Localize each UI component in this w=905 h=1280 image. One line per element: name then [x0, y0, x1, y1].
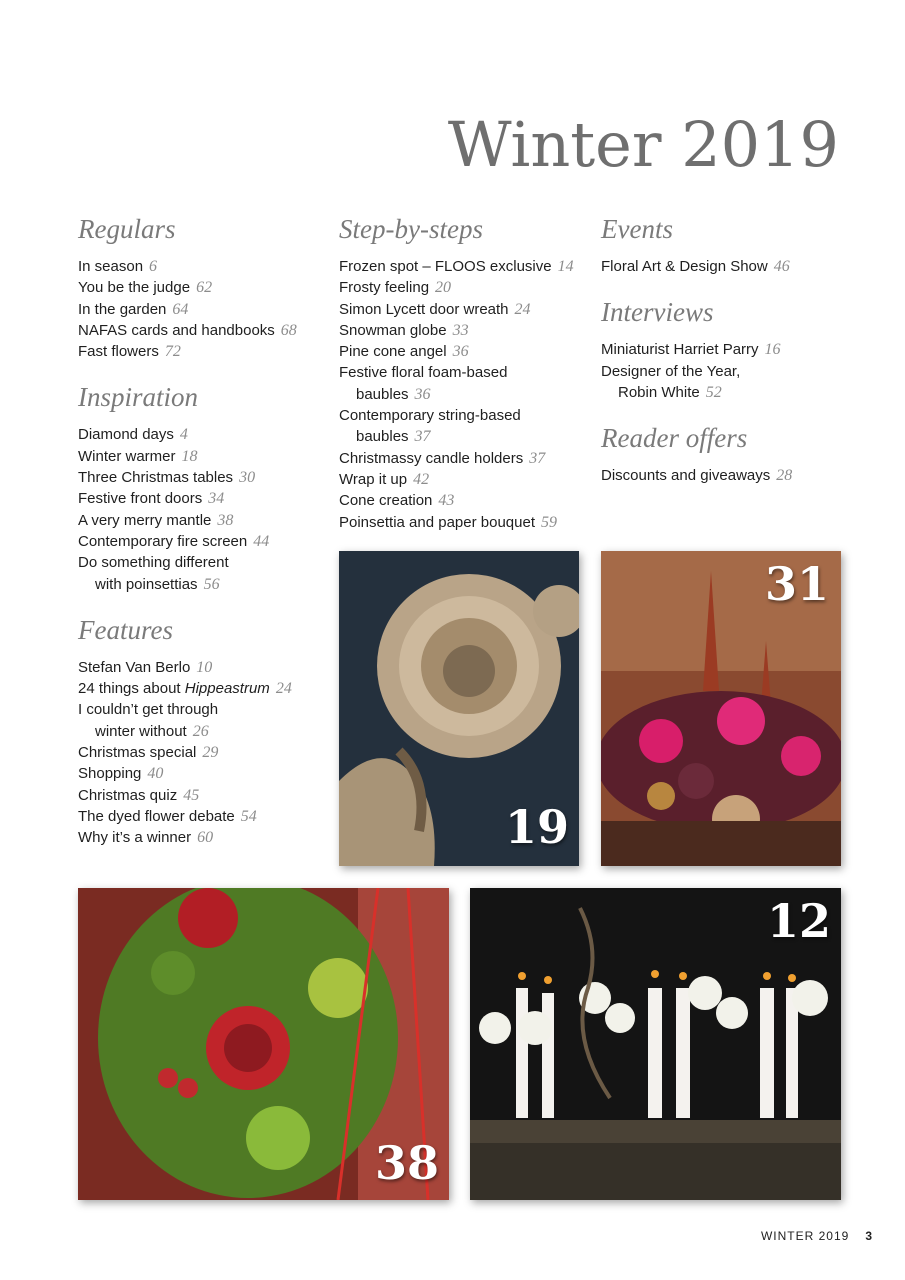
page-number-badge: 31 [764, 557, 829, 611]
entry-label: A very merry mantle [78, 511, 212, 529]
toc-entry[interactable] [78, 742, 328, 763]
photo-table-arrangement[interactable] [601, 551, 841, 866]
page-title: Winter 2019 [447, 108, 839, 181]
toc-entry[interactable] [601, 339, 861, 360]
toc-entry[interactable] [78, 699, 328, 742]
entry-label: Festive floral foam-based [339, 364, 508, 382]
section-heading-events: Events [601, 214, 673, 244]
entry-page: 14 [557, 258, 574, 275]
section-heading-features: Features [78, 614, 173, 645]
entry-label: In the garden [78, 300, 167, 318]
entry-label-line2: Robin White [618, 383, 700, 401]
entry-page: 18 [181, 447, 198, 465]
entry-label-line2: winter without [95, 722, 187, 740]
toc-entry[interactable] [78, 531, 328, 552]
toc-entry[interactable] [339, 362, 594, 405]
entry-page: 28 [776, 467, 793, 485]
section-reader-offers [601, 421, 861, 486]
entry-page: 44 [253, 532, 270, 550]
entry-label: Designer of the Year, [601, 362, 741, 380]
entry-page: 68 [280, 321, 297, 339]
toc-entry[interactable] [78, 256, 328, 277]
footer-issue: WINTER 2019 [760, 1229, 850, 1243]
toc-entry[interactable] [78, 320, 328, 341]
entry-page: 36 [452, 343, 469, 361]
entry-label-italic: Hippeastrum [184, 680, 270, 698]
toc-entry[interactable] [339, 299, 594, 320]
entry-label: Poinsettia and paper bouquet [339, 513, 535, 531]
entry-label: 24 things about [78, 680, 185, 698]
toc-entry[interactable] [339, 320, 594, 341]
entry-label: Cone creation [339, 492, 433, 510]
entry-label: Simon Lycett door wreath [339, 300, 509, 318]
entry-page: 6 [149, 258, 158, 275]
entry-page: 33 [452, 321, 469, 339]
entry-label: Three Christmas tables [78, 469, 234, 487]
toc-column-3 [601, 212, 861, 504]
entry-label: You be the judge [78, 279, 191, 297]
entry-label: Festive front doors [78, 490, 203, 508]
entry-label: Fast flowers [78, 343, 159, 361]
entry-page: 60 [197, 829, 214, 847]
entry-label: Winter warmer [78, 447, 176, 465]
toc-entry[interactable] [78, 552, 328, 595]
entry-page: 64 [172, 300, 189, 318]
entry-label: Contemporary string-based [339, 407, 521, 425]
entry-label: Pine cone angel [339, 343, 447, 361]
toc-entry[interactable] [339, 448, 594, 469]
entry-label: Contemporary fire screen [78, 532, 248, 550]
entry-page: 37 [414, 428, 431, 446]
entry-page: 34 [208, 490, 225, 508]
entry-page: 38 [217, 511, 234, 529]
entry-label: Why it’s a winner [78, 829, 192, 847]
footer-page-number: 3 [865, 1229, 873, 1243]
toc-entry[interactable] [339, 469, 594, 490]
entry-page: 4 [179, 426, 188, 444]
entry-label: Stefan Van Berlo [78, 658, 191, 676]
entry-label-line2: baubles [356, 428, 409, 446]
entry-label: In season [78, 258, 144, 275]
toc-entry[interactable] [78, 488, 328, 509]
section-interviews [601, 295, 861, 403]
toc-entry[interactable] [78, 678, 328, 699]
toc-entry[interactable] [78, 806, 328, 827]
entry-label: Frozen spot – FLOOS exclusive [339, 258, 552, 275]
entry-label: Discounts and giveaways [601, 467, 771, 485]
toc-entry[interactable] [78, 446, 328, 467]
photo-mantle[interactable] [78, 888, 449, 1200]
toc-entry[interactable] [339, 405, 594, 448]
toc-entry[interactable] [339, 341, 594, 362]
entry-page: 30 [239, 469, 256, 487]
entry-page: 37 [529, 449, 546, 467]
entry-page: 20 [435, 279, 452, 297]
toc-entry[interactable] [78, 467, 328, 488]
entry-label-line2: baubles [356, 385, 409, 403]
toc-column-1 [78, 212, 328, 867]
toc-entry[interactable] [78, 785, 328, 806]
entry-label: Frosty feeling [339, 279, 430, 297]
entry-label: I couldn’t get through [78, 701, 219, 719]
entry-page: 24 [514, 300, 531, 318]
toc-entry[interactable] [78, 510, 328, 531]
toc-entry[interactable] [78, 277, 328, 298]
entry-label: Floral Art & Design Show [601, 258, 768, 275]
entry-label: Christmas special [78, 744, 197, 762]
entry-page: 54 [240, 807, 257, 825]
entry-page: 72 [164, 343, 181, 361]
entry-page: 26 [192, 722, 209, 740]
entry-page: 24 [275, 680, 292, 698]
page-number-badge: 12 [766, 894, 831, 948]
entry-page: 10 [196, 658, 213, 676]
toc-entry[interactable] [601, 465, 861, 486]
toc-entry[interactable] [339, 256, 594, 277]
toc-entry[interactable] [339, 512, 594, 533]
entry-page: 59 [541, 513, 557, 531]
toc-column-2 [339, 212, 594, 551]
photo-candles[interactable] [470, 888, 841, 1200]
entry-label: Wrap it up [339, 470, 408, 488]
section-regulars [78, 212, 328, 362]
toc-entry[interactable] [78, 424, 328, 445]
entry-label: Snowman globe [339, 321, 447, 339]
section-events [601, 212, 861, 277]
entry-label: Christmassy candle holders [339, 449, 524, 467]
entry-page: 16 [764, 341, 781, 359]
section-heading-reader-offers: Reader offers [601, 423, 748, 454]
entry-page: 43 [438, 492, 455, 510]
section-inspiration [78, 380, 328, 594]
entry-label-line2: with poinsettias [95, 575, 198, 593]
section-step-by-steps [339, 212, 594, 533]
page-number-badge: 38 [374, 1136, 439, 1190]
toc-entry[interactable] [78, 763, 328, 784]
toc-entry[interactable] [339, 277, 594, 298]
section-heading-step-by-steps: Step-by-steps [339, 214, 483, 244]
entry-label: Miniaturist Harriet Parry [601, 341, 759, 359]
entry-page: 29 [202, 744, 219, 762]
entry-page: 40 [147, 765, 164, 783]
toc-entry[interactable] [78, 341, 328, 362]
toc-entry[interactable] [601, 256, 861, 277]
entry-label: NAFAS cards and handbooks [78, 321, 275, 339]
entry-label: Diamond days [78, 426, 174, 444]
toc-entry[interactable] [78, 657, 328, 678]
toc-entry[interactable] [601, 361, 861, 404]
entry-label: Shopping [78, 765, 142, 783]
entry-page: 45 [183, 786, 200, 804]
entry-label: The dyed flower debate [78, 807, 235, 825]
entry-page: 52 [705, 383, 722, 401]
toc-entry[interactable] [78, 299, 328, 320]
entry-page: 42 [413, 470, 430, 488]
photo-wreath[interactable] [339, 551, 579, 866]
entry-page: 36 [414, 385, 431, 403]
toc-entry[interactable] [339, 490, 594, 511]
page-footer [761, 1229, 873, 1243]
section-features [78, 613, 328, 849]
entry-page: 62 [196, 279, 213, 297]
entry-label: Christmas quiz [78, 786, 178, 804]
section-heading-regulars: Regulars [78, 214, 176, 244]
section-heading-interviews: Interviews [601, 297, 714, 328]
entry-page: 56 [203, 575, 220, 593]
toc-entry[interactable] [78, 827, 328, 848]
entry-page: 46 [773, 258, 790, 275]
section-heading-inspiration: Inspiration [78, 382, 199, 413]
page-number-badge: 19 [504, 800, 569, 854]
entry-label: Do something different [78, 554, 229, 572]
